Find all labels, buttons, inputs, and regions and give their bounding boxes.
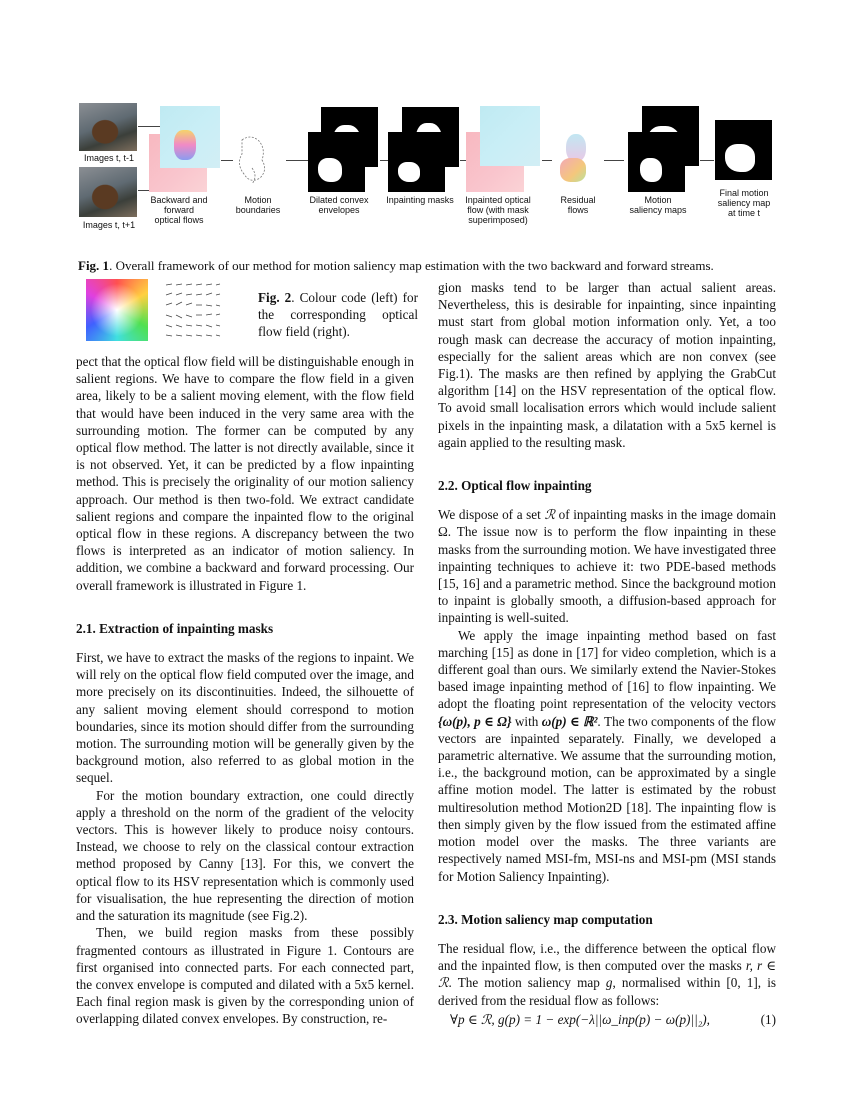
section-2-3-paragraph-1: The residual flow, i.e., the difference between the optical flow and the inpainted flow, is then computed over the masks r, r ∈ ℛ. The motion saliency map g, normalised within [0, 1], is derived from the residual flow as follows:: [438, 940, 776, 1008]
right-column: [438, 279, 776, 1031]
label-saliency-maps: Motion saliency maps: [629, 195, 687, 215]
figure-1-caption: Fig. 1. Overall framework of our method for motion saliency map estimation with the two backward and forward streams.: [78, 258, 714, 273]
inpainting-mask-front: [388, 132, 445, 192]
optical-flow-backward: [160, 106, 220, 168]
final-saliency-map: [715, 120, 772, 180]
image-t-minus: [79, 103, 137, 151]
section-2-1-title: 2.1. Extraction of inpainting masks: [76, 620, 274, 636]
section-2-2-paragraph-1: We dispose of a set ℛ of inpainting masks in the image domain Ω. The issue now is to perform the flow inpainting in these masks from the surrounding motion. We have investigated three inpainting techniques to achieve it: two PDE-based methods [15, 16] and a parametric method. Since the background motion to inpaint is globally smooth, a diffusion-based approach for inpainting is well-suited.: [438, 507, 777, 626]
label-inpainted-flow: Inpainted optical flow (with mask superimposed): [465, 195, 531, 225]
label-envelopes: Dilated convex envelopes: [309, 195, 369, 215]
inpainted-flow-back: [480, 106, 540, 166]
label-images-t-minus: Images t, t-1: [83, 153, 135, 163]
continued-paragraph: gion masks tend to be larger than actual salient areas. Nevertheless, this is desirable for inpainting, since inpainting must start from global motion information only. Yet, a too rough mask can decrease the accuracy of motion inpainting, especially for the salient areas which are non convex (see Fig.1). The masks are then refined by applying the GrabCut algorithm [14] on the HSV representation of the optical flow. To avoid small localisation errors which would include salient pixels in the inpainting mask, a dilatation with a 5x5 kernel is again applied to the resulting mask.: [438, 280, 776, 450]
figure-2: [86, 279, 246, 341]
label-boundaries: Motion boundaries: [235, 195, 281, 215]
equation-number: (1): [760, 1011, 776, 1027]
left-column: [76, 353, 414, 1028]
intro-paragraph: pect that the optical flow field will be distinguishable enough in salient regions. We have to compare the flow field in a given area, likely to be a salient moving element, with the flow field that would have been induced in the very same area with the surrounding motion. The former can be computed by any optical flow method. The latter is not directly available, since it is not observed. Yet, it can be predicted by a flow inpainting method. This is precisely the originality of our motion saliency approach. Our method is then two-fold. We extract candidate salient regions and compare the inpainted flow to the original optical flow in these regions. A discrepancy between the two flows is interpreted as an indicator of motion saliency. In addition, we combine a backward and forward processing. Our overall framework is illustrated in Figure 1.: [76, 354, 414, 593]
saliency-map-front: [628, 132, 685, 192]
label-inpainting-masks: Inpainting masks: [386, 195, 454, 205]
section-2-1-paragraph-3: Then, we build region masks from these possibly fragmented contours as illustrated in Figure 1. Contours are first organised into connected parts. For each connected part, the convex envelope is computed and dilated with a 5x5 kernel. Each final region mask is given by the corresponding union of overlapping dilated convex envelopes. By construction, re-: [76, 925, 414, 1027]
equation-1: [438, 1011, 776, 1031]
label-flows: Backward and forward optical flows: [150, 195, 208, 225]
colour-code-wheel: [86, 279, 148, 341]
section-2-2-paragraph-2: We apply the image inpainting method based on fast marching [15] as done in [17] for video completion, which is a different goal than ours. We similarly extend the Navier-Stokes based image inpainting method of [16] to flow inpainting. We adopt the floating point representation of the velocity vectors {ω(p), p ∈ Ω} with ω(p) ∈ ℝ². The two components of the flow vectors are inpainted separately. Finally, we developed a parametric alternative. We assume that the surrounding motion, i.e., the background motion, can be approximated by a single affine motion model. The latter is estimated by the robust multiresolution method Motion2D [18]. The inpainting flow is then simply given by the flow issued from the estimated affine motion model over the masks. The three variants are respectively named MSI-fm, MSI-ns and MSI-pm (MSI stands for Motion Saliency Inpainting).: [438, 627, 776, 884]
label-images-t-plus: Images t, t+1: [82, 220, 136, 230]
envelope-front: [308, 132, 365, 192]
optical-flow-field: [162, 279, 224, 341]
residual-flow: [556, 128, 600, 190]
section-2-1-paragraph-1: First, we have to extract the masks of the regions to inpaint. We will rely on the optical flow field computed over the image, and more precisely on its discontinuities. Indeed, the silhouette of any salient moving element should correspond to motion boundaries, since its motion should differ from the surrounding motion. The surrounding motion will be generally given by the background motion, also referred to as global motion in the sequel.: [76, 650, 414, 786]
motion-boundaries-image: [232, 128, 282, 190]
section-2-2-title: 2.2. Optical flow inpainting: [438, 478, 592, 494]
label-final: Final motion saliency map at time t: [717, 188, 771, 218]
section-2-3-title: 2.3. Motion saliency map computation: [438, 911, 653, 927]
equation-body: ∀p ∈ ℛ, g(p) = 1 − exp(−λ||ω_inp(p) − ω(p)||₂),: [450, 1011, 710, 1027]
label-residual: Residual flows: [560, 195, 596, 215]
figure-2-caption: Fig. 2. Colour code (left) for the corresponding optical flow field (right).: [258, 290, 418, 340]
section-2-1-paragraph-2: For the motion boundary extraction, one could directly apply a threshold on the norm of the gradient of the velocity vectors. This is however likely to produce noisy contours. Instead, we choose to rely on the classical contour extraction method proposed by Canny [13]. For this, we convert the optical flow to its HSV representation which is commonly used for visualisation, the hue representing the direction of motion and the saturation its magnitude (see Fig.2).: [76, 787, 414, 924]
image-t-plus: [79, 167, 137, 217]
